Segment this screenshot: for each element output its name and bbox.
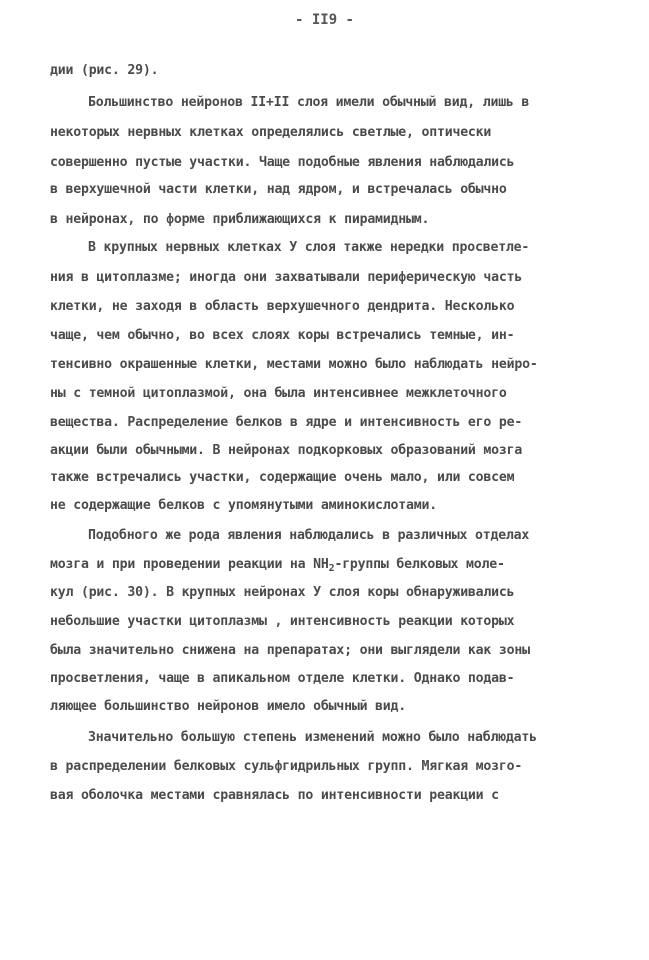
text-line: клетки, не заходя в область верхушечного дендрита. Несколько	[50, 299, 515, 314]
text-line: вещества. Распределение белков в ядре и интенсивность его ре-	[50, 415, 523, 430]
text-line: просветления, чаще в апикальном отделе клетки. Однако подав-	[50, 671, 515, 686]
text-fragment: мозга и при проведении реакции на NH	[50, 557, 329, 572]
text-line: была значительно снижена на препаратах; они выглядели как зоны	[50, 643, 530, 658]
text-line: небольшие участки цитоплазмы , интенсивность реакции которых	[50, 614, 515, 629]
text-fragment: -группы белковых моле-	[334, 557, 505, 572]
text-line: совершенно пустые участки. Чаще подобные явления наблюдались	[50, 155, 515, 170]
text-line: Большинство нейронов II+II слоя имели обычный вид, лишь в	[88, 95, 530, 110]
text-line: также встречались участки, содержащие очень мало, или совсем	[50, 470, 515, 485]
text-line: чаще, чем обычно, во всех слоях коры встречались темные, ин-	[50, 328, 515, 343]
page-number: - II9 -	[294, 12, 354, 28]
text-line: не содержащие белков с упомянутыми аминокислотами.	[50, 498, 437, 513]
text-line: Подобного же рода явления наблюдались в различных отделах	[88, 528, 530, 543]
text-line: тенсивно окрашенные клетки, местами можно было наблюдать нейро-	[50, 357, 538, 372]
formula-subscript: 2	[328, 563, 335, 574]
text-line: дии (рис. 29).	[50, 63, 159, 78]
text-line: вая оболочка местами сравнялась по интенсивности реакции с	[50, 788, 499, 803]
text-line: ны с темной цитоплазмой, она была интенсивнее межклеточного	[50, 386, 507, 401]
text-line-with-formula	[50, 557, 505, 574]
text-line: В крупных нервных клетках У слоя также нередки просветле-	[88, 240, 530, 255]
text-line: Значительно большую степень изменений можно было наблюдать	[88, 730, 537, 745]
text-line: в верхушечной части клетки, над ядром, и встречалась обычно	[50, 182, 507, 197]
text-line: ния в цитоплазме; иногда они захватывали периферическую часть	[50, 270, 523, 285]
text-line: в нейронах, по форме приближающихся к пирамидным.	[50, 212, 430, 227]
text-line: в распределении белковых сульфгидрильных групп. Мягкая мозго-	[50, 759, 523, 774]
text-line: акции были обычными. В нейронах подкорковых образований мозга	[50, 443, 523, 458]
text-line: ляющее большинство нейронов имело обычный вид.	[50, 699, 407, 714]
text-line: кул (рис. 30). В крупных нейронах У слоя коры обнаруживались	[50, 585, 515, 600]
text-line: некоторых нервных клетках определялись светлые, оптически	[50, 125, 492, 140]
